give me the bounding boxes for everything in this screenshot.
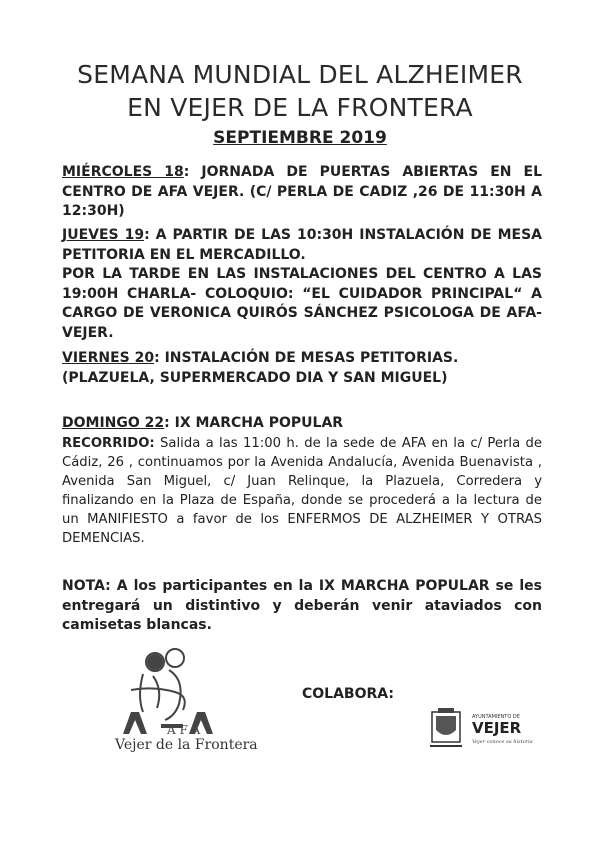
coat-of-arms-icon [430, 708, 462, 746]
event-text: : A PARTIR DE LAS 10:30H INSTALACIÓN DE MESA PETITORIA EN EL MERCADILLO. [62, 227, 542, 263]
nota-paragraph: NOTA: A los participantes en la IX MARCHA POPULAR se les entregará un distintivo y deberán venir ataviados con camisetas blancas. [62, 578, 542, 633]
event-day: MIÉRCOLES 18 [62, 164, 184, 180]
event-text: : JORNADA DE PUERTAS ABIERTAS EN EL CENTRO DE AFA VEJER. (C/ PERLA DE CADIZ ,26 DE 11:30H A 12:30H) [62, 164, 542, 219]
page-title-line2: EN VEJER DE LA FRONTERA [127, 93, 473, 122]
event-text: : INSTALACIÓN DE MESAS PETITORIAS. [154, 350, 459, 366]
recorrido-paragraph [62, 434, 542, 548]
ayto-slogan: Vejer conoce su historia [472, 739, 533, 745]
event-jueves [62, 226, 542, 343]
event-viernes [62, 349, 542, 388]
event-day: VIERNES 20 [62, 350, 155, 366]
ayto-name: VEJER [472, 719, 522, 737]
afa-letters: A F A [167, 723, 201, 737]
title-block [0, 58, 600, 148]
event-domingo [62, 414, 542, 548]
event-text: : IX MARCHA POPULAR [164, 415, 344, 431]
event-miercoles [62, 163, 542, 222]
page-title-line1: SEMANA MUNDIAL DEL ALZHEIMER [77, 60, 523, 89]
ayto-header: AYUNTAMIENTO DE [472, 714, 520, 720]
recorrido-label: RECORRIDO: [62, 435, 155, 451]
colabora-label: COLABORA: [302, 686, 394, 702]
event-text-2: POR LA TARDE EN LAS INSTALACIONES DEL CENTRO A LAS 19:00H CHARLA- COLOQUIO: “EL CUIDADOR PRINCIPAL“ A CARGO DE VERONICA QUIRÓS SÁNCHEZ PSICOLOGA DE AFA-VEJER. [62, 266, 542, 341]
event-text-2: (PLAZUELA, SUPERMERCADO DIA Y SAN MIGUEL) [62, 369, 448, 386]
page-subtitle: SEPTIEMBRE 2019 [213, 128, 387, 148]
event-day: JUEVES 19 [62, 227, 145, 243]
event-day: DOMINGO 22 [62, 415, 165, 431]
afa-caption: Vejer de la Frontera [115, 737, 258, 753]
recorrido-text: Salida a las 11:00 h. de la sede de AFA en la c/ Perla de Cádiz, 26 , continuamos por la Avenida Andalucía, Avenida Buenavista , Avenida San Miguel, c/ Juan Relinque, la Plazuela, Corredera y finalizando en la Plaza de España, donde se procederá a la lectura de un MANIFIESTO a favor de los ENFERMOS DE ALZHEIMER Y OTRAS DEMENCIAS. [62, 435, 542, 546]
ayuntamiento-logo [428, 706, 548, 752]
